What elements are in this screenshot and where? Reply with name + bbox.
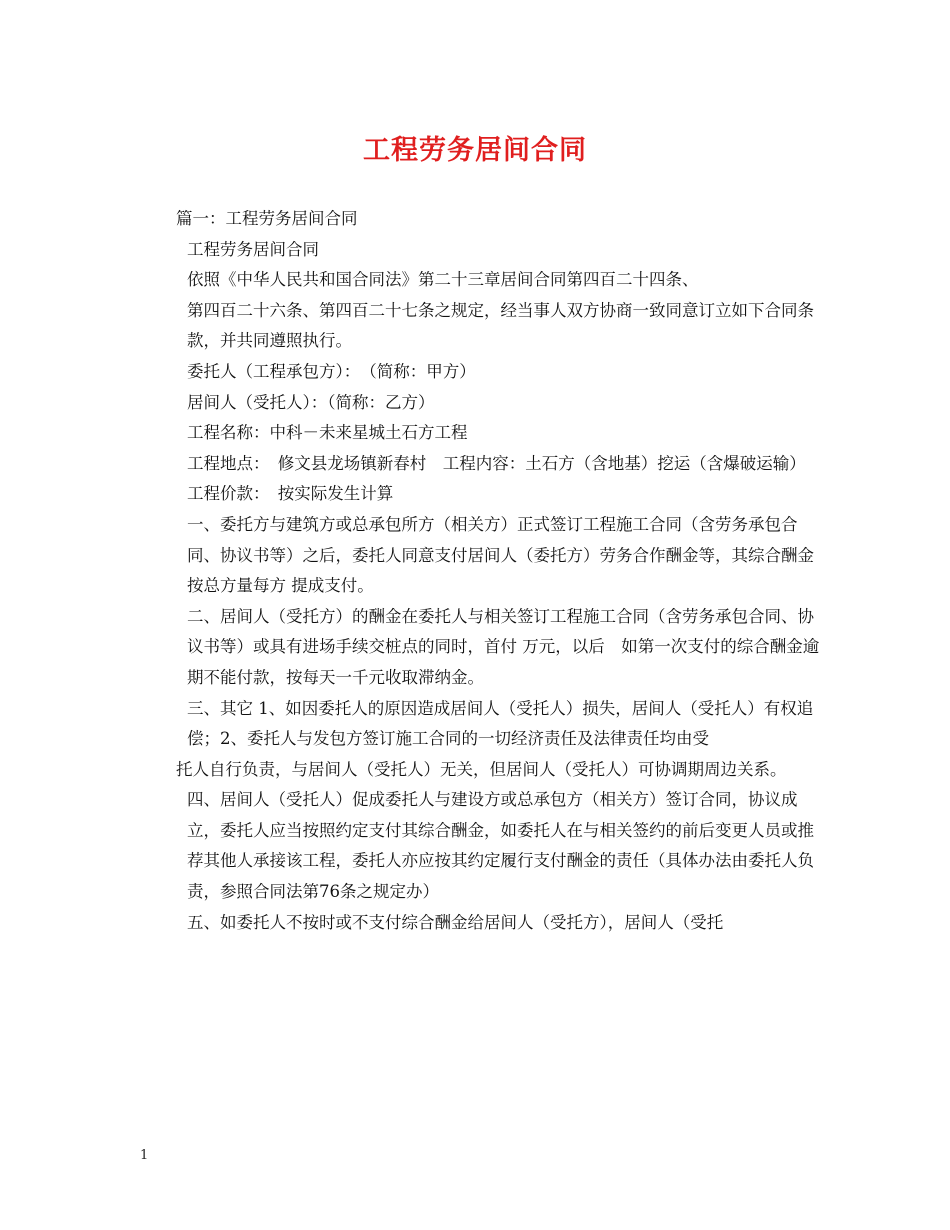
paragraph-clause-5: 五、如委托人不按时或不支付综合酬金给居间人（受托方），居间人（受托 (187, 912, 724, 932)
page-number: 1 (140, 1148, 149, 1163)
paragraph-legal-basis: 依照《中华人民共和国合同法》第二十三章居间合同第四百二十四条、 (187, 270, 699, 290)
document-body (140, 204, 820, 938)
paragraph-project-name: 工程名称：中科－未来星城土石方工程 (187, 423, 468, 443)
paragraph-clause-3-continued: 托人自行负责，与居间人（受托人）无关，但居间人（受托人）可协调期周边关系。 (176, 759, 787, 779)
paragraph-agreement: 第四百二十六条、第四百二十七条之规定，经当事人双方协商一致同意订立如下合同条款，并共同遵照执行。 (187, 300, 814, 351)
paragraph-clause-1: 一、委托方与建筑方或总承包所方（相关方）正式签订工程施工合同（含劳务承包合同、协议书等）之后，委托人同意支付居间人（委托方）劳务合作酬金等，其综合酬金按总方量每方 提成支付。 (187, 514, 814, 596)
document-title: 工程劳务居间合同 (363, 135, 587, 166)
paragraph-principal: 委托人（工程承包方）： （简称：甲方） (187, 361, 476, 381)
paragraph-part-heading: 篇一：工程劳务居间合同 (176, 209, 358, 228)
paragraph-contract-name: 工程劳务居间合同 (187, 239, 319, 259)
paragraph-clause-3: 三、其它 1、如因委托人的原因造成居间人（受托人）损失，居间人（受托人）有权追偿；2、委托人与发包方签订施工合同的一切经济责任及法律责任均由受 (187, 698, 814, 749)
paragraph-project-location: 工程地点： 修文县龙场镇新春村 工程内容：土石方（含地基）挖运（含爆破运输） 工程价款： 按实际发生计算 (187, 453, 814, 504)
paragraph-clause-4: 四、居间人（受托人）促成委托人与建设方或总承包方（相关方）签订合同，协议成立，委托人应当按照约定支付其综合酬金，如委托人在与相关签约的前后变更人员或推荐其他人承接该工程，委托人亦应按其约定履行支付酬金的责任（具体办法由委托人负责，参照合同法第76条之规定办） (187, 790, 814, 902)
paragraph-clause-2: 二、居间人（受托方）的酬金在委托人与相关签订工程施工合同（含劳务承包合同、协议书等）或具有进场手续交桩点的同时，首付 万元，以后 如第一次支付的综合酬金逾期不能付款，按每天一千元收取滞纳金。 (187, 606, 820, 687)
paragraph-intermediary: 居间人（受托人）：（简称：乙方） (187, 392, 435, 412)
